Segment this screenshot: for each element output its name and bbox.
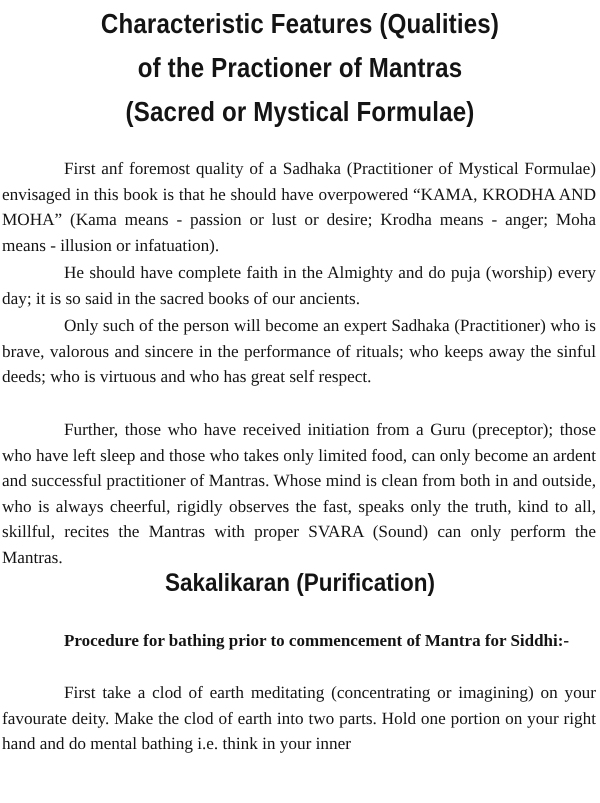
page-title [0, 2, 600, 134]
procedure-subheading: Procedure for bathing prior to commencement of Mantra for Siddhi:- [64, 631, 570, 650]
title-line-2: of the Practioner of Mantras [137, 52, 463, 83]
paragraph-faith: He should have complete faith in the Almighty and do puja (worship) every day; it is so said in the sacred books of our ancients. [2, 263, 596, 308]
paragraph-initiation: Further, those who have received initiation from a Guru (preceptor); those who have left sleep and those who takes only limited food, can only become an ardent and successful practitioner of Mantras. Whose mind is clean from both in and outside, who is always cheerful, rigidly observes the fast, speaks only the truth, kind to all, skillful, recites the Mantras with proper SVARA (Sound) can only perform the Mantras. [2, 420, 596, 567]
paragraph-expert-sadhaka: Only such of the person will become an expert Sadhaka (Practitioner) who is brave, valorous and sincere in the performance of rituals; who keeps away the sinful deeds; who is virtuous and who has great self respect. [2, 316, 596, 386]
paragraph-sadhaka-quality: First anf foremost quality of a Sadhaka (Practitioner of Mystical Formulae) envisaged in this book is that he should have overpowered “KAMA, KRODHA AND MOHA” (Kama means - passion or lust or desire; Krodha means - anger; Moha means - illusion or infatuation). [2, 159, 596, 255]
title-line-3: (Sacred or Mystical Formulae) [125, 96, 475, 127]
paragraph-bathing-procedure: First take a clod of earth meditating (concentrating or imagining) on your favourate deity. Make the clod of earth into two parts. Hold one portion on your right hand and do mental bathing i.e. think in your inner [2, 683, 596, 753]
title-line-1: Characteristic Features (Qualities) [100, 8, 500, 39]
section-heading: Sakalikaran (Purification) [164, 569, 436, 597]
